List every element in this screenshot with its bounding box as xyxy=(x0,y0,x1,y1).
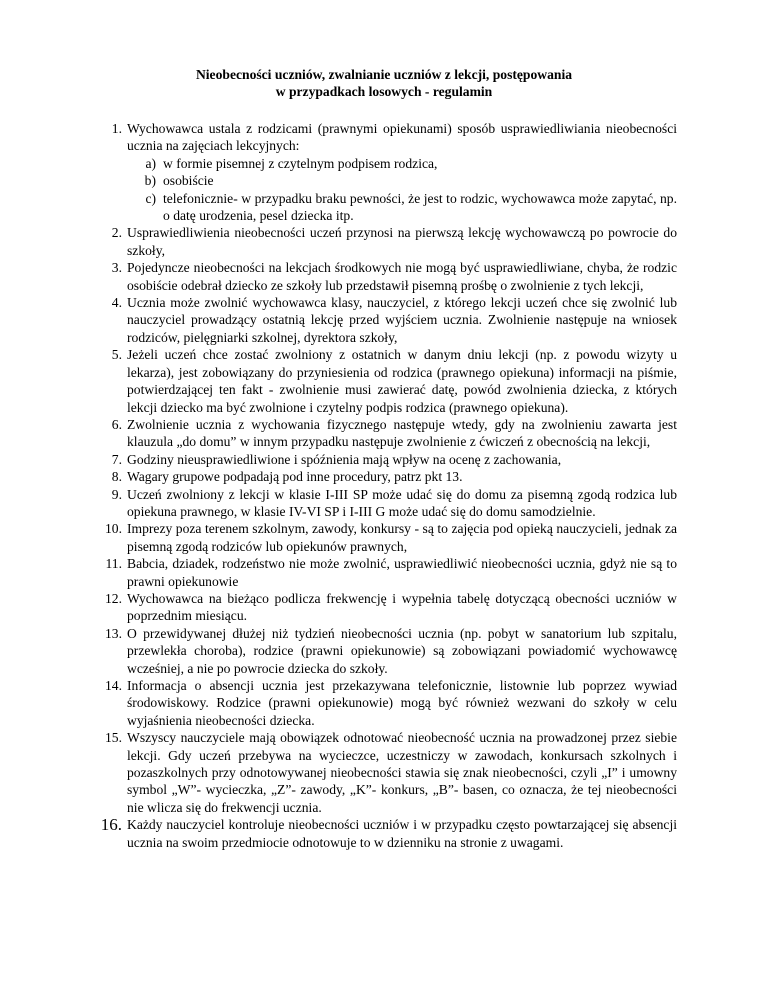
item-number: 15. xyxy=(105,730,122,746)
item-text: Każdy nauczyciel kontroluje nieobecności uczniów i w przypadku często powtarzającej się absencji ucznia na swoim przedmiocie odnotowuje to w dzienniku na stronie z uwagami. xyxy=(127,817,677,850)
list-item xyxy=(0,120,677,224)
item-number: 10. xyxy=(105,521,122,537)
item-number: 1. xyxy=(111,121,122,136)
list-item xyxy=(0,451,677,468)
sub-item-text: telefonicznie- w przypadku braku pewności, że jest to rodzic, wychowawca może zapytać, np. o datę urodzenia, pesel dziecka itp. xyxy=(163,190,677,224)
sub-list-item xyxy=(127,155,677,172)
item-number: 13. xyxy=(105,625,122,641)
list-item xyxy=(0,346,677,416)
sub-item-text: osobiście xyxy=(163,173,214,189)
item-number: 12. xyxy=(105,590,122,606)
item-text: Zwolnienie ucznia z wychowania fizycznego następuje wtedy, gdy na zwolnieniu zawarta jest klauzula „do domu” w innym przypadku następuje zwolnienie z ćwiczeń z obecnością na lekcji, xyxy=(127,416,677,450)
item-text: Usprawiedliwienia nieobecności uczeń przynosi na pierwszą lekcję wychowawczą po powrocie do szkoły, xyxy=(127,225,677,258)
list-item xyxy=(0,729,677,816)
list-item xyxy=(0,294,677,346)
list-item xyxy=(0,224,677,259)
item-number: 5. xyxy=(111,347,122,363)
sub-list-item xyxy=(127,172,677,189)
list-item xyxy=(0,625,677,677)
item-number: 8. xyxy=(111,469,122,485)
item-text: Uczeń zwolniony z lekcji w klasie I-III SP może udać się do domu za pisemną zgodą rodzica lub opiekuna prawnego, w klasie IV-VI SP i I-III G może udać się do domu samodzielnie. xyxy=(127,486,677,519)
item-text: Wychowawca ustala z rodzicami (prawnymi opiekunami) sposób usprawiedliwiania nieobecności ucznia na zajęciach lekcyjnych: xyxy=(127,121,677,154)
item-number: 2. xyxy=(111,225,122,241)
item-number: 14. xyxy=(105,678,122,693)
document-title xyxy=(0,66,768,100)
item-text: Informacja o absencji ucznia jest przekazywana telefonicznie, listownie lub poprzez wywiad środowiskowy. Rodzice (prawni opiekunowie) mogą być również wezwani do szkoły w celu wyjaśnienia nieobecności dziecka. xyxy=(127,678,677,728)
item-text: Imprezy poza terenem szkolnym, zawody, konkursy - są to zajęcia pod opieką nauczycieli, jednak za pisemną zgodą rodziców lub opiekunów prawnych, xyxy=(127,521,677,554)
list-item xyxy=(0,816,677,851)
item-number: 11. xyxy=(105,556,122,572)
item-text: Babcia, dziadek, rodzeństwo nie może zwolnić, usprawiedliwić nieobecności ucznia, gdyż nie są to prawni opiekunowie xyxy=(127,556,677,589)
sub-list xyxy=(127,155,677,225)
item-text: Wychowawca na bieżąco podlicza frekwencję i wypełnia tabelę dotyczącą obecności uczniów w poprzednim miesiącu. xyxy=(127,590,677,624)
list-item xyxy=(0,555,677,590)
item-text: O przewidywanej dłużej niż tydzień nieobecności ucznia (np. pobyt w sanatorium lub szpitalu, przewlekła choroba), rodzice (prawni opiekunowie) są zobowiązani powiadomić wychowawcę wcześniej, a nie po powrocie dziecka do szkoły. xyxy=(127,625,677,676)
sub-item-text: w formie pisemnej z czytelnym podpisem rodzica, xyxy=(163,155,438,171)
item-text: Wagary grupowe podpadają pod inne procedury, patrz pkt 13. xyxy=(127,469,463,485)
list-item xyxy=(0,468,677,485)
sub-item-letter: b) xyxy=(144,173,156,189)
list-item xyxy=(0,590,677,625)
sub-list-item xyxy=(127,190,677,225)
item-number: 16. xyxy=(100,815,122,835)
list-item xyxy=(0,520,677,555)
item-text: Godziny nieusprawiedliwione i spóźnienia mają wpływ na ocenę z zachowania, xyxy=(127,451,562,467)
item-number: 4. xyxy=(111,295,122,311)
sub-item-letter: a) xyxy=(145,155,156,171)
sub-item-letter: c) xyxy=(145,190,156,206)
item-text: Pojedyncze nieobecności na lekcjach środkowych nie mogą być usprawiedliwiane, chyba, że rodzic osobiście odebrał dziecko ze szkoły lub przedstawił pisemną prośbę o zwolnienie z tych lekcji, xyxy=(127,260,677,293)
list-item xyxy=(0,486,677,521)
item-text: Jeżeli uczeń chce zostać zwolniony z ostatnich w danym dniu lekcji (np. z powodu wizyty u lekarza), jest zobowiązany do przyniesienia od rodzica (prawnego opiekuna) informacji na piśmie, potwierdzającej ten fakt - zwolnienie musi zawierać datę, powód zwolnienia dziecka, z których lekcji dziecko ma być zwolnione i czytelny podpis rodzica (prawnego opiekuna). xyxy=(127,347,677,415)
title-line-2: w przypadkach losowych - regulamin xyxy=(275,84,493,99)
item-number: 7. xyxy=(111,451,122,467)
item-number: 6. xyxy=(111,416,122,432)
item-number: 9. xyxy=(111,486,122,502)
title-line-1: Nieobecności uczniów, zwalnianie uczniów z lekcji, postępowania xyxy=(195,67,573,82)
item-number: 3. xyxy=(111,260,122,276)
list-item xyxy=(0,416,677,451)
item-text: Wszyscy nauczyciele mają obowiązek odnotować nieobecność ucznia na prowadzonej przez siebie lekcji. Gdy uczeń przebywa na wycieczce, uczestniczy w zawodach, konkursach szkolnych i pozaszkolnych przy odnotowywanej nieobecności stawia się znak nieobecności, czyli „I” i umowny symbol „W”- wycieczka, „Z”- zawody, „K”- konkurs, „B”- basen, co oznacza, że tej nieobecności nie wlicza się do frekwencji ucznia. xyxy=(127,730,677,815)
list-item xyxy=(0,259,677,294)
item-text: Ucznia może zwolnić wychowawca klasy, nauczyciel, z którego lekcji uczeń chce się zwolnić lub nauczyciel prowadzący ostatnią lekcję przed wyjściem ucznia. Zwolnienie następuje na wniosek rodziców, pielęgniarki szkolnej, dyrektora szkoły, xyxy=(127,295,677,345)
list-item xyxy=(0,677,677,729)
rules-list xyxy=(0,120,768,851)
